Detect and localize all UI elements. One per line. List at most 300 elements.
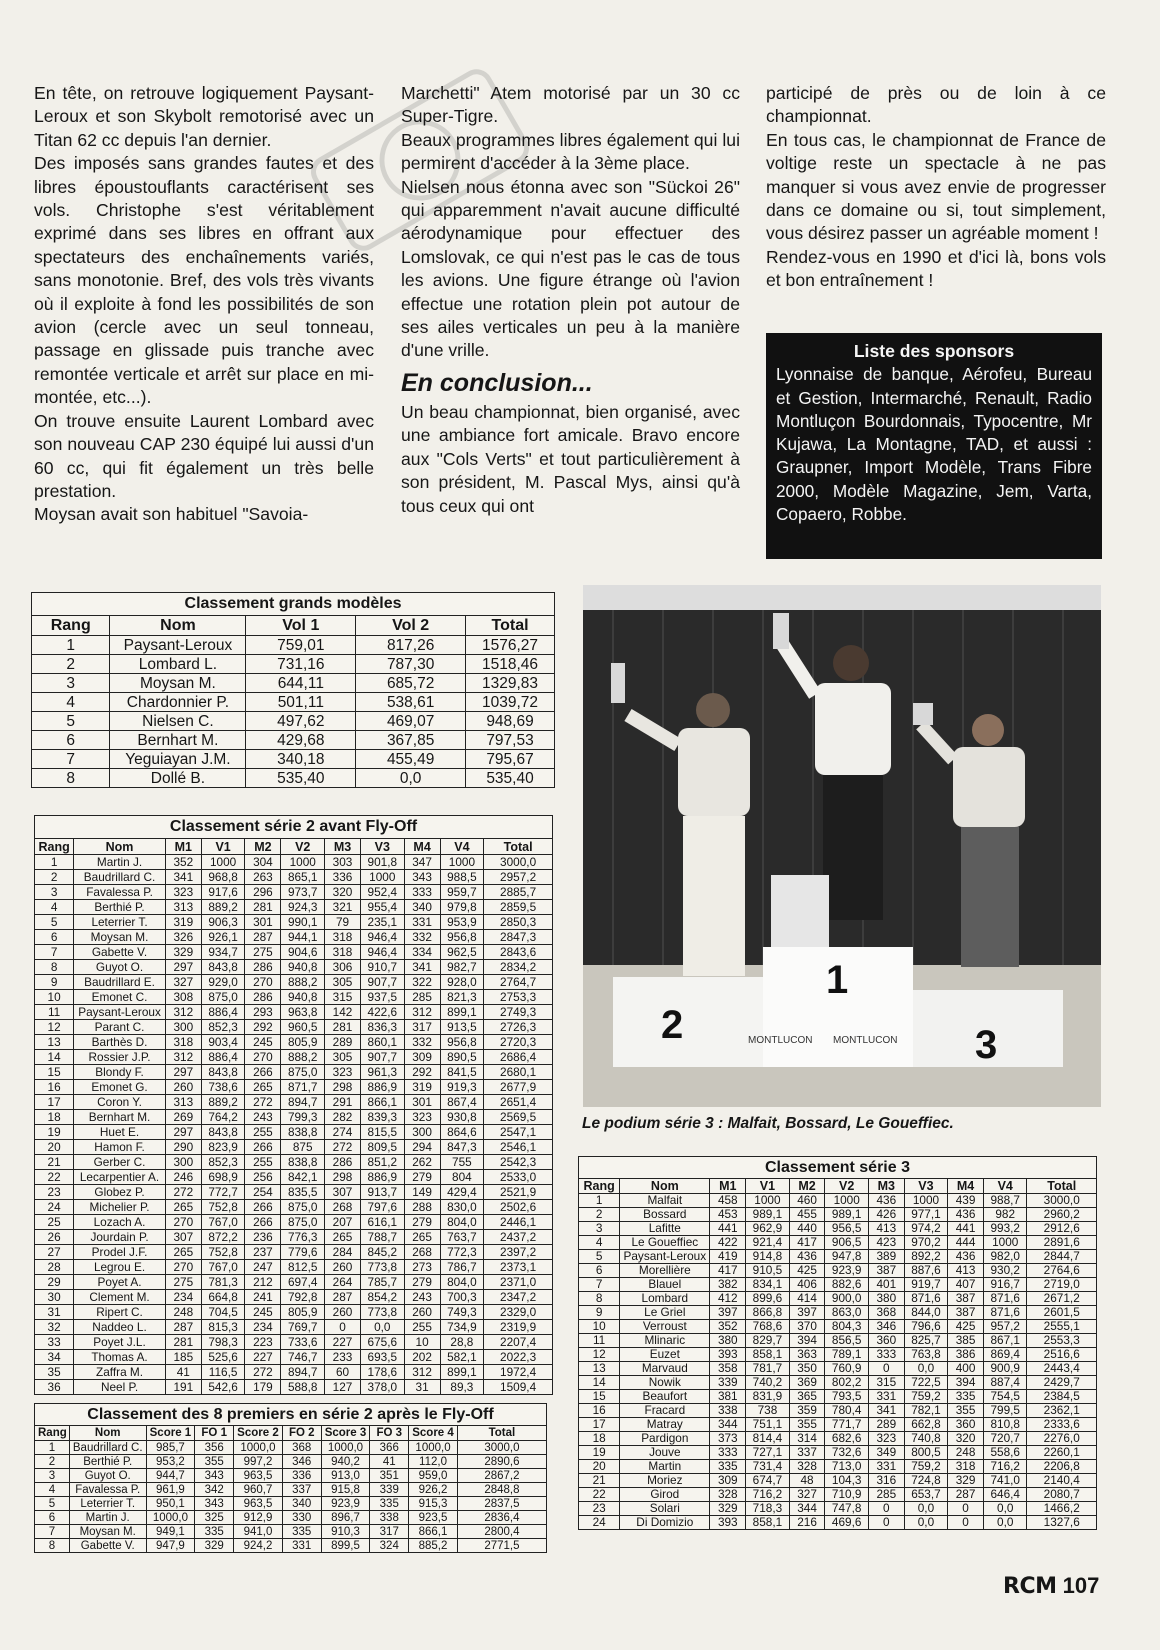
table-row: [579, 1404, 1097, 1418]
table-cell: 331: [868, 1460, 904, 1474]
table-cell: 317: [370, 1525, 409, 1539]
table-cell: 6: [32, 731, 110, 750]
table-cell: 270: [245, 1050, 281, 1065]
table-cell: 899,1: [440, 1005, 484, 1020]
table-cell: 924,2: [234, 1539, 283, 1553]
table-cell: 912,9: [234, 1511, 283, 1525]
table-cell: 7: [32, 750, 110, 769]
table-cell: 318: [948, 1460, 984, 1474]
name-cell: Legrou E.: [74, 1260, 166, 1275]
table-cell: 387: [948, 1306, 984, 1320]
name-cell: Gabette V.: [69, 1539, 146, 1553]
table-cell: 429,68: [246, 731, 356, 750]
table-cell: 243: [245, 1110, 281, 1125]
table-row: [35, 1525, 547, 1539]
table-cell: 924,3: [281, 900, 325, 915]
table-grands-modeles: [31, 592, 555, 788]
table-cell: 41: [370, 1455, 409, 1469]
table-cell: 28: [35, 1260, 74, 1275]
table-cell: 235,1: [361, 915, 405, 930]
table-cell: 907,7: [361, 1050, 405, 1065]
table-cell: 400: [948, 1362, 984, 1376]
table-cell: 838,8: [281, 1125, 325, 1140]
table-cell: 538,61: [356, 693, 466, 712]
table-cell: 906,5: [825, 1236, 868, 1250]
table-cell: 300: [165, 1020, 201, 1035]
table-cell: 767,0: [201, 1215, 245, 1230]
column-header: V1: [201, 839, 245, 855]
table-cell: 24: [579, 1516, 620, 1530]
paragraph: Nielsen nous étonna avec son "Sückoi 26" qui apparemment n'avait aucune difficulté aérodynamique pour effectuer des Lomslovak, ce qui n'est pas le cas de tous les avions. Une figure étrange où l'avion effectue une rotation plein pot autour de ses ailes verticales un peu à la manière d'une vrille.: [401, 176, 740, 361]
table-cell: 223: [245, 1335, 281, 1350]
table-cell: 315: [325, 990, 361, 1005]
table-cell: 787,30: [356, 655, 466, 674]
table-cell: 866,1: [361, 1095, 405, 1110]
table-cell: 343: [404, 870, 440, 885]
table-cell: 738: [746, 1404, 789, 1418]
table-cell: 2891,6: [1027, 1236, 1097, 1250]
table-cell: 799,5: [984, 1404, 1027, 1418]
table-cell: 245: [245, 1305, 281, 1320]
name-cell: Le Goueffiec: [620, 1236, 710, 1250]
table-cell: 890,5: [440, 1050, 484, 1065]
table-cell: 797,6: [361, 1200, 405, 1215]
sponsors-title: Liste des sponsors: [853, 341, 1015, 361]
table-cell: 316: [868, 1474, 904, 1488]
table-cell: 32: [35, 1320, 74, 1335]
table-cell: 1518,46: [466, 655, 555, 674]
table-cell: 963,5: [234, 1469, 283, 1483]
table-cell: 852,3: [201, 1155, 245, 1170]
table-cell: 15: [35, 1065, 74, 1080]
column-header: Score 3: [321, 1426, 370, 1441]
table-cell: 2: [35, 870, 74, 885]
table-header-row: [579, 1179, 1097, 1194]
table-cell: 30: [35, 1290, 74, 1305]
table-cell: 307: [325, 1185, 361, 1200]
table-cell: 930,8: [440, 1110, 484, 1125]
table-cell: 724,8: [904, 1474, 947, 1488]
table-row: [579, 1376, 1097, 1390]
table-cell: 875,0: [281, 1215, 325, 1230]
table-cell: 867,4: [440, 1095, 484, 1110]
table-cell: 41: [165, 1365, 201, 1380]
table-row: [35, 900, 553, 915]
table-cell: 2847,3: [484, 930, 553, 945]
table-cell: 875,0: [281, 1065, 325, 1080]
table-cell: 2333,6: [1027, 1418, 1097, 1432]
table-cell: 887,4: [984, 1376, 1027, 1390]
table-cell: 947,8: [825, 1250, 868, 1264]
name-cell: Favalessa P.: [69, 1483, 146, 1497]
article-column-2: [401, 82, 740, 518]
table-cell: 313: [165, 900, 201, 915]
table-cell: 894,7: [281, 1365, 325, 1380]
table-header-row: [35, 839, 553, 855]
table-cell: 946,4: [361, 945, 405, 960]
table-cell: 334: [404, 945, 440, 960]
table-cell: 458: [710, 1194, 746, 1208]
table-cell: 535,40: [246, 769, 356, 788]
table-cell: 326: [165, 930, 201, 945]
table-row: [35, 1455, 547, 1469]
table-cell: 746,7: [281, 1350, 325, 1365]
column-header: V2: [825, 1179, 868, 1194]
table-cell: 289: [868, 1418, 904, 1432]
name-cell: Poyet J.L.: [74, 1335, 166, 1350]
table-cell: 312: [165, 1050, 201, 1065]
table-cell: 23: [579, 1502, 620, 1516]
table-cell: 282: [325, 1110, 361, 1125]
table-cell: 340: [282, 1497, 321, 1511]
table-cell: 582,1: [440, 1350, 484, 1365]
table-title: Classement grands modèles: [31, 592, 555, 615]
table-cell: 246: [165, 1170, 201, 1185]
name-cell: Mlinaric: [620, 1334, 710, 1348]
table-cell: 1000: [201, 855, 245, 870]
table-cell: 865,1: [281, 870, 325, 885]
table-cell: 270: [165, 1260, 201, 1275]
table-cell: 2719,0: [1027, 1278, 1097, 1292]
table-cell: 1000: [984, 1236, 1027, 1250]
table-row: [579, 1222, 1097, 1236]
table-cell: 440: [789, 1222, 825, 1236]
table-cell: 335: [948, 1390, 984, 1404]
table-cell: 950,1: [146, 1497, 195, 1511]
table-cell: 2844,7: [1027, 1250, 1097, 1264]
column-header: Rang: [32, 616, 110, 636]
table-cell: 297: [165, 1065, 201, 1080]
table-cell: 734,9: [440, 1320, 484, 1335]
table-cell: 962,9: [746, 1222, 789, 1236]
table-cell: 460: [789, 1194, 825, 1208]
table-cell: 916,7: [984, 1278, 1027, 1292]
table-cell: 387: [948, 1292, 984, 1306]
table-row: [579, 1502, 1097, 1516]
column-header: Nom: [110, 616, 246, 636]
table-cell: 256: [245, 1170, 281, 1185]
table-cell: 34: [35, 1350, 74, 1365]
table-cell: 588,8: [281, 1380, 325, 1395]
table-cell: 2533,0: [484, 1170, 553, 1185]
table-cell: 272: [325, 1140, 361, 1155]
table-cell: 227: [325, 1335, 361, 1350]
table-serie2-avant-flyoff: [34, 815, 553, 1395]
table-cell: 497,62: [246, 712, 356, 731]
table-row: [579, 1516, 1097, 1530]
table-cell: 455,49: [356, 750, 466, 769]
table-row: [579, 1208, 1097, 1222]
table-cell: 982,0: [984, 1250, 1027, 1264]
article-column-1: [34, 82, 374, 527]
table-row: [35, 1320, 553, 1335]
column-header: M3: [325, 839, 361, 855]
table-cell: 940,8: [281, 990, 325, 1005]
table-cell: 988,5: [440, 870, 484, 885]
table-cell: 776,3: [281, 1230, 325, 1245]
table-cell: 344: [789, 1502, 825, 1516]
table-cell: 419: [710, 1250, 746, 1264]
table-header-row: [32, 616, 555, 636]
table-row: [32, 731, 555, 750]
table-cell: 17: [35, 1095, 74, 1110]
table-cell: 759,2: [904, 1390, 947, 1404]
table-cell: 0: [868, 1362, 904, 1376]
table-flyoff: [34, 1403, 547, 1553]
table-row: [35, 1185, 553, 1200]
table-cell: 866,1: [409, 1525, 458, 1539]
table-cell: 3000,0: [484, 855, 553, 870]
table-row: [35, 915, 553, 930]
table-cell: 356: [195, 1441, 234, 1455]
table-cell: 293: [245, 1005, 281, 1020]
name-cell: Lombard L.: [110, 655, 246, 674]
table-cell: 300: [165, 1155, 201, 1170]
table-cell: 23: [35, 1185, 74, 1200]
table-cell: 882,6: [825, 1278, 868, 1292]
table-cell: 444: [948, 1236, 984, 1250]
table-cell: 116,5: [201, 1365, 245, 1380]
table-cell: 343: [195, 1497, 234, 1511]
table-cell: 838,8: [281, 1155, 325, 1170]
name-cell: Hamon F.: [74, 1140, 166, 1155]
table-cell: 413: [948, 1264, 984, 1278]
table-cell: 279: [404, 1170, 440, 1185]
table-cell: 2080,7: [1027, 1488, 1097, 1502]
table-cell: 5: [35, 915, 74, 930]
table-cell: 2: [579, 1208, 620, 1222]
table-cell: 367,85: [356, 731, 466, 750]
table-row: [579, 1250, 1097, 1264]
table-cell: 370: [789, 1320, 825, 1334]
column-header: M1: [165, 839, 201, 855]
table-cell: 297: [165, 960, 201, 975]
table-cell: 207: [325, 1215, 361, 1230]
table-row: [579, 1488, 1097, 1502]
table-cell: 940,8: [281, 960, 325, 975]
table-cell: 281: [165, 1335, 201, 1350]
table-cell: 5: [35, 1497, 70, 1511]
table-cell: 309: [710, 1474, 746, 1488]
table-cell: 910,7: [361, 960, 405, 975]
table-cell: 0: [948, 1502, 984, 1516]
table-cell: 48: [789, 1474, 825, 1488]
table-cell: 355: [948, 1404, 984, 1418]
name-cell: Guyot O.: [69, 1469, 146, 1483]
table-cell: 2686,4: [484, 1050, 553, 1065]
table-cell: 285: [868, 1488, 904, 1502]
table-cell: 910,3: [321, 1525, 370, 1539]
table-cell: 2601,5: [1027, 1306, 1097, 1320]
table-cell: 907,7: [361, 975, 405, 990]
table-cell: 340: [404, 900, 440, 915]
table-cell: 303: [325, 855, 361, 870]
table-cell: 274: [325, 1125, 361, 1140]
table-cell: 365: [789, 1390, 825, 1404]
table-cell: 956,8: [440, 1035, 484, 1050]
table-cell: 974,2: [904, 1222, 947, 1236]
table-row: [35, 1170, 553, 1185]
name-cell: Chardonnier P.: [110, 693, 246, 712]
table-cell: 1329,83: [466, 674, 555, 693]
table-row: [35, 1497, 547, 1511]
table-cell: 1000: [825, 1194, 868, 1208]
name-cell: Baudrillard C.: [69, 1441, 146, 1455]
table-cell: 2437,2: [484, 1230, 553, 1245]
table-cell: 957,2: [984, 1320, 1027, 1334]
table-cell: 802,2: [825, 1376, 868, 1390]
table-cell: 266: [245, 1065, 281, 1080]
table-cell: 290: [165, 1140, 201, 1155]
paragraph: Moysan avait son habituel "Savoia-: [34, 504, 309, 525]
table-cell: 79: [325, 915, 361, 930]
table-cell: 338: [710, 1404, 746, 1418]
table-cell: 867,1: [984, 1334, 1027, 1348]
table-cell: 306: [325, 960, 361, 975]
table-cell: 1509,4: [484, 1380, 553, 1395]
table-cell: 919,3: [440, 1080, 484, 1095]
table-cell: 899,5: [321, 1539, 370, 1553]
table-cell: 952,4: [361, 885, 405, 900]
table-cell: 809,5: [361, 1140, 405, 1155]
paragraph: Un beau championnat, bien organisé, avec une ambiance fort amicale. Bravo encore aux "Cols Verts" et tout particulièrement à son président, M. Pascal Mys, ainsi qu'à tous ceux qui ont: [401, 401, 740, 516]
table-cell: 10: [35, 990, 74, 1005]
table-cell: 425: [789, 1264, 825, 1278]
table-cell: 926,2: [409, 1483, 458, 1497]
table-cell: 2771,5: [457, 1539, 546, 1553]
table-cell: 731,4: [746, 1460, 789, 1474]
name-cell: Prodel J.F.: [74, 1245, 166, 1260]
table-cell: 0,0: [984, 1502, 1027, 1516]
table-cell: 1000: [440, 855, 484, 870]
column-header: M3: [868, 1179, 904, 1194]
table-cell: 2890,6: [457, 1455, 546, 1469]
table-cell: 31: [35, 1305, 74, 1320]
column-header: M4: [404, 839, 440, 855]
table-row: [32, 693, 555, 712]
table-cell: 3: [35, 1469, 70, 1483]
table-cell: 351: [370, 1469, 409, 1483]
name-cell: Guyot O.: [74, 960, 166, 975]
table-cell: 333: [404, 885, 440, 900]
table-cell: 297: [165, 1125, 201, 1140]
table-cell: 233: [325, 1350, 361, 1365]
table-cell: 866,8: [746, 1306, 789, 1320]
table-cell: 359: [789, 1404, 825, 1418]
table-cell: 769,7: [281, 1320, 325, 1335]
table-cell: 320: [325, 885, 361, 900]
table-cell: 0,0: [904, 1502, 947, 1516]
table-cell: 963,8: [281, 1005, 325, 1020]
table-cell: 805,9: [281, 1305, 325, 1320]
name-cell: Leterrier T.: [74, 915, 166, 930]
table-cell: 401: [868, 1278, 904, 1292]
table-cell: 312: [404, 1005, 440, 1020]
table-cell: 847,3: [440, 1140, 484, 1155]
table-cell: 779,6: [281, 1245, 325, 1260]
table-cell: 336: [282, 1469, 321, 1483]
table-cell: 2680,1: [484, 1065, 553, 1080]
table-cell: 1000: [746, 1194, 789, 1208]
table-cell: 829,7: [746, 1334, 789, 1348]
table-row: [32, 655, 555, 674]
table-row: [579, 1446, 1097, 1460]
table-cell: 704,5: [201, 1305, 245, 1320]
table-cell: 979,8: [440, 900, 484, 915]
table-row: [579, 1418, 1097, 1432]
table-cell: 266: [245, 1140, 281, 1155]
sponsors-list: Lyonnaise de banque, Aérofeu, Bureau et Gestion, Intermarché, Renault, Radio Montluçon Bourdonnais, Typocentre, Mr Kujawa, La Montagne, TAD, et aussi : Graupner, Import Modèle, Trans Fibre 2000, Modèle Magazine, Jem, Varta, Copaero, Robbe.: [776, 364, 1092, 525]
table-cell: 237: [245, 1245, 281, 1260]
name-cell: Pardigon: [620, 1432, 710, 1446]
table-cell: 768,6: [746, 1320, 789, 1334]
table-cell: 899,6: [746, 1292, 789, 1306]
table-cell: 858,1: [746, 1516, 789, 1530]
table-cell: 759,01: [246, 636, 356, 655]
table-cell: 382: [710, 1278, 746, 1292]
table-cell: 387: [868, 1264, 904, 1278]
table-cell: 315: [868, 1376, 904, 1390]
table-cell: 740,8: [904, 1432, 947, 1446]
table-cell: 864,6: [440, 1125, 484, 1140]
table-cell: 12: [579, 1348, 620, 1362]
table-cell: 501,11: [246, 693, 356, 712]
table-cell: 4: [35, 900, 74, 915]
table-cell: 710,9: [825, 1488, 868, 1502]
page-footer: [1003, 1573, 1099, 1599]
table-cell: 831,9: [746, 1390, 789, 1404]
table-cell: 947,9: [146, 1539, 195, 1553]
table-cell: 1039,72: [466, 693, 555, 712]
table-row: [579, 1264, 1097, 1278]
table-cell: 973,7: [281, 885, 325, 900]
table-row: [35, 1290, 553, 1305]
table-cell: 875: [281, 1140, 325, 1155]
name-cell: Gabette V.: [74, 945, 166, 960]
table-cell: 741,0: [984, 1474, 1027, 1488]
table-cell: 350: [789, 1362, 825, 1376]
table-cell: 2373,1: [484, 1260, 553, 1275]
table-row: [35, 1365, 553, 1380]
name-cell: Michelier P.: [74, 1200, 166, 1215]
table-cell: 341: [165, 870, 201, 885]
table-cell: 245: [245, 1035, 281, 1050]
table-cell: 1576,27: [466, 636, 555, 655]
table-cell: 1: [35, 855, 74, 870]
table-cell: 0: [325, 1320, 361, 1335]
table-row: [35, 1155, 553, 1170]
table-cell: 755: [440, 1155, 484, 1170]
table-row: [35, 885, 553, 900]
table-cell: 2329,0: [484, 1305, 553, 1320]
table-cell: 961,9: [146, 1483, 195, 1497]
table-cell: 414: [789, 1292, 825, 1306]
table-cell: 22: [35, 1170, 74, 1185]
table-cell: 368: [282, 1441, 321, 1455]
name-cell: Fracard: [620, 1404, 710, 1418]
table-cell: 15: [579, 1390, 620, 1404]
table-cell: 858,1: [746, 1348, 789, 1362]
table-cell: 14: [579, 1376, 620, 1390]
column-header: V3: [361, 839, 405, 855]
sponsor-sign: MONTLUCON: [833, 1035, 898, 1046]
table-cell: 21: [579, 1474, 620, 1488]
table-cell: 104,3: [825, 1474, 868, 1488]
table-cell: 0,0: [356, 769, 466, 788]
table-cell: 265: [165, 1245, 201, 1260]
table-cell: 839,3: [361, 1110, 405, 1125]
table-cell: 296: [245, 885, 281, 900]
